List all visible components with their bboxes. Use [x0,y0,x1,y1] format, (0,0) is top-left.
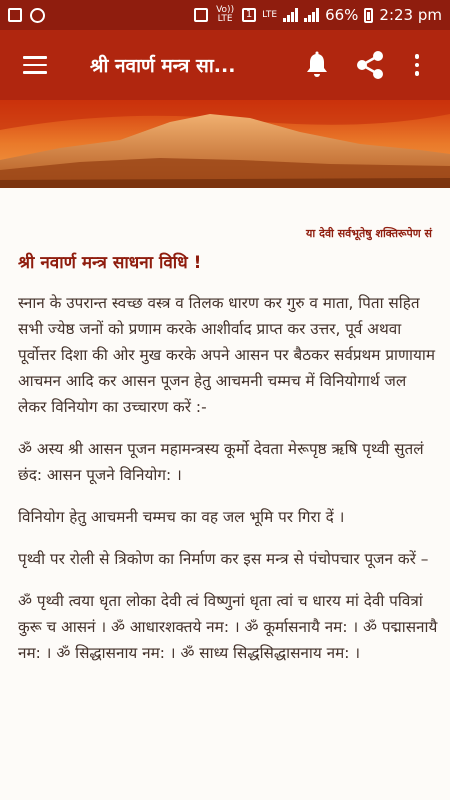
paragraph: विनियोग हेतु आचमनी चम्मच का वह जल भूमि पर गिरा दें । [18,508,345,526]
app-bar [0,30,450,100]
share-icon[interactable] [350,45,390,85]
header-banner-image [0,100,450,188]
status-bar [0,0,450,30]
whatsapp-icon [30,8,45,23]
battery-percent: 66% [325,6,359,24]
volte-label: Vo)) LTE [216,5,235,24]
status-time: 2:23 pm [379,6,442,24]
more-vert-icon[interactable] [402,45,432,85]
signal-icon-2 [304,8,319,22]
lock-icon [194,8,208,22]
gallery-icon [8,8,22,22]
lte-label: LTE [262,9,278,20]
app-title: श्री नवार्ण मन्त्र सा... [90,55,236,77]
signal-icon [283,8,298,22]
paragraph: स्नान के उपरान्त स्वच्छ वस्त्र व तिलक धारण कर गुरु व माता, पिता सहित सभी ज्येष्ठ जनों को प्रणाम करके आशीर्वाद प्राप्त कर उत्तर, पूर्व अथवा पूर्वोत्तर दिशा की ओर मुख करके अपने आसन पर बैठकर सर्वप्रथम प्राणायाम आचमन आदि कर आसन पूजन हेतु आचमनी चम्मच में विनियोगार्थ जल लेकर विनियोग का उच्चारण करें :- [18,294,435,416]
bell-icon[interactable] [302,50,332,80]
article-heading: श्री नवार्ण मन्त्र साधना विधि ! [18,253,202,273]
paragraph: ॐ अस्य श्री आसन पूजन महामन्त्रस्य कूर्मो देवता मेरूपृष्ठ ऋषि पृथ्वी सुतलं छंद: आसन पूजने विनियोग: । [18,440,424,484]
hamburger-icon[interactable] [0,30,70,100]
article-body [18,290,438,682]
content-area[interactable] [0,196,450,800]
sim-label: 1 [242,8,256,22]
paragraph: पृथ्वी पर रोली से त्रिकोण का निर्माण कर इस मन्त्र से पंचोपचार पूजन करें – [18,550,429,568]
scrolling-marquee-text: या देवी सर्वभूतेषु शक्तिरूपेण सं [306,227,432,240]
paragraph: ॐ पृथ्वी त्वया धृता लोका देवी त्वं विष्णुनां धृता त्वां च धारय मां देवी पवित्रां कुरू च आसनं । ॐ आधारशक्तये नम: । ॐ कूर्मासनायै नम: । ॐ पद्मासनायै नम: । ॐ सिद्धासनाय नम: । ॐ साध्य सिद्धसिद्धासनाय नम: । [18,592,438,662]
battery-icon [364,8,373,23]
